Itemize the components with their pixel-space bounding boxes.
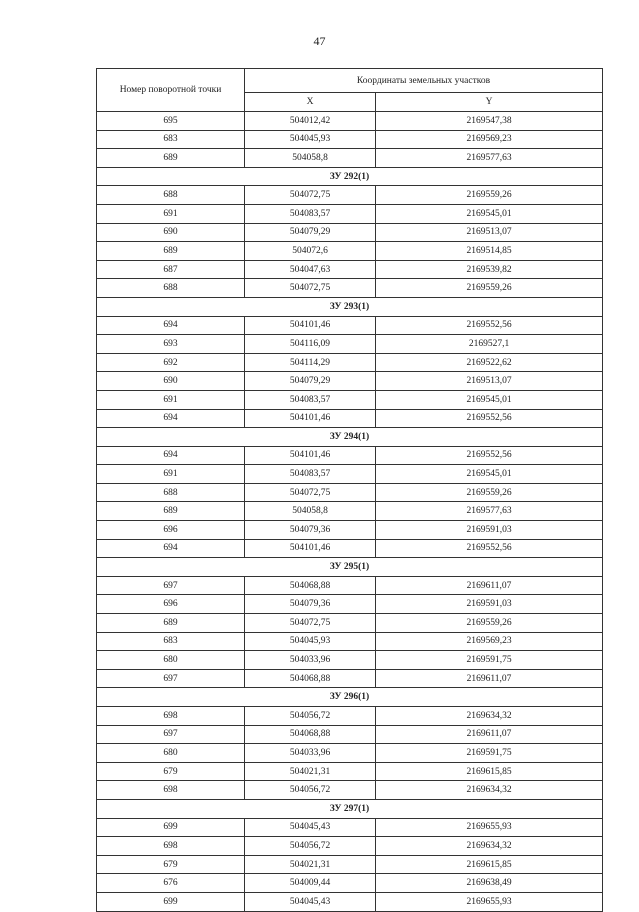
x-coordinate-cell: 504068,88 — [245, 669, 376, 688]
y-coordinate-cell: 2169559,26 — [376, 614, 603, 633]
x-coordinate-cell: 504101,46 — [245, 539, 376, 558]
table-row — [97, 576, 603, 595]
point-number-cell: 687 — [97, 260, 245, 279]
x-coordinate-cell: 504056,72 — [245, 707, 376, 726]
x-coordinate-cell: 504079,29 — [245, 223, 376, 242]
point-number-cell: 698 — [97, 781, 245, 800]
y-coordinate-cell: 2169615,85 — [376, 855, 603, 874]
table-row — [97, 725, 603, 744]
x-coordinate-cell: 504079,36 — [245, 595, 376, 614]
y-coordinate-cell: 2169611,07 — [376, 669, 603, 688]
table-row — [97, 242, 603, 261]
x-coordinate-cell: 504101,46 — [245, 446, 376, 465]
group-heading-row — [97, 688, 603, 707]
table-body — [97, 112, 603, 912]
x-coordinate-cell: 504045,43 — [245, 892, 376, 911]
table-row — [97, 112, 603, 131]
table-row — [97, 632, 603, 651]
y-coordinate-cell: 2169655,93 — [376, 818, 603, 837]
x-coordinate-cell: 504058,8 — [245, 149, 376, 168]
table-row — [97, 335, 603, 354]
y-coordinate-cell: 2169615,85 — [376, 762, 603, 781]
point-number-cell: 698 — [97, 837, 245, 856]
y-coordinate-cell: 2169552,56 — [376, 446, 603, 465]
group-label: ЗУ 293(1) — [97, 297, 603, 316]
y-coordinate-cell: 2169545,01 — [376, 204, 603, 223]
x-coordinate-cell: 504072,6 — [245, 242, 376, 261]
y-coordinate-cell: 2169591,75 — [376, 744, 603, 763]
y-coordinate-cell: 2169547,38 — [376, 112, 603, 131]
point-number-cell: 697 — [97, 576, 245, 595]
group-label: ЗУ 295(1) — [97, 558, 603, 577]
point-number-cell: 689 — [97, 149, 245, 168]
x-coordinate-cell: 504072,75 — [245, 614, 376, 633]
point-number-cell: 689 — [97, 502, 245, 521]
point-number-cell: 697 — [97, 725, 245, 744]
y-coordinate-cell: 2169611,07 — [376, 725, 603, 744]
table-row — [97, 465, 603, 484]
x-coordinate-cell: 504045,93 — [245, 632, 376, 651]
table-row — [97, 483, 603, 502]
y-coordinate-cell: 2169591,03 — [376, 521, 603, 540]
coordinates-table — [96, 68, 603, 912]
table-row — [97, 521, 603, 540]
point-number-cell: 689 — [97, 614, 245, 633]
table-row — [97, 502, 603, 521]
table-row — [97, 353, 603, 372]
header-point-number: Номер поворотной точки — [97, 69, 245, 112]
table-row — [97, 837, 603, 856]
x-coordinate-cell: 504068,88 — [245, 725, 376, 744]
point-number-cell: 688 — [97, 186, 245, 205]
x-coordinate-cell: 504047,63 — [245, 260, 376, 279]
point-number-cell: 696 — [97, 595, 245, 614]
table-row — [97, 651, 603, 670]
point-number-cell: 690 — [97, 372, 245, 391]
table-row — [97, 204, 603, 223]
point-number-cell: 691 — [97, 204, 245, 223]
point-number-cell: 699 — [97, 818, 245, 837]
table-row — [97, 892, 603, 911]
point-number-cell: 691 — [97, 465, 245, 484]
y-coordinate-cell: 2169634,32 — [376, 837, 603, 856]
y-coordinate-cell: 2169545,01 — [376, 465, 603, 484]
point-number-cell: 688 — [97, 279, 245, 298]
y-coordinate-cell: 2169569,23 — [376, 130, 603, 149]
x-coordinate-cell: 504068,88 — [245, 576, 376, 595]
table-header — [97, 69, 603, 112]
x-coordinate-cell: 504083,57 — [245, 390, 376, 409]
y-coordinate-cell: 2169545,01 — [376, 390, 603, 409]
table-row — [97, 744, 603, 763]
point-number-cell: 689 — [97, 242, 245, 261]
point-number-cell: 690 — [97, 223, 245, 242]
y-coordinate-cell: 2169655,93 — [376, 892, 603, 911]
x-coordinate-cell: 504033,96 — [245, 651, 376, 670]
page-number: 47 — [313, 34, 326, 48]
header-x: X — [245, 93, 376, 112]
y-coordinate-cell: 2169591,03 — [376, 595, 603, 614]
point-number-cell: 694 — [97, 446, 245, 465]
table-row — [97, 279, 603, 298]
y-coordinate-cell: 2169611,07 — [376, 576, 603, 595]
table-row — [97, 614, 603, 633]
point-number-cell: 679 — [97, 855, 245, 874]
point-number-cell: 691 — [97, 390, 245, 409]
point-number-cell: 683 — [97, 130, 245, 149]
table-row — [97, 372, 603, 391]
table-row — [97, 390, 603, 409]
header-coordinates: Координаты земельных участков — [245, 69, 603, 93]
table-row — [97, 707, 603, 726]
x-coordinate-cell: 504045,93 — [245, 130, 376, 149]
x-coordinate-cell: 504101,46 — [245, 316, 376, 335]
table-row — [97, 855, 603, 874]
point-number-cell: 693 — [97, 335, 245, 354]
table-row — [97, 818, 603, 837]
y-coordinate-cell: 2169577,63 — [376, 149, 603, 168]
table-row — [97, 260, 603, 279]
x-coordinate-cell: 504072,75 — [245, 483, 376, 502]
x-coordinate-cell: 504114,29 — [245, 353, 376, 372]
table-row — [97, 316, 603, 335]
y-coordinate-cell: 2169569,23 — [376, 632, 603, 651]
x-coordinate-cell: 504101,46 — [245, 409, 376, 428]
point-number-cell: 676 — [97, 874, 245, 893]
group-heading-row — [97, 428, 603, 447]
group-heading-row — [97, 297, 603, 316]
group-label: ЗУ 294(1) — [97, 428, 603, 447]
point-number-cell: 683 — [97, 632, 245, 651]
point-number-cell: 696 — [97, 521, 245, 540]
group-label: ЗУ 296(1) — [97, 688, 603, 707]
table-row — [97, 874, 603, 893]
group-heading-row — [97, 799, 603, 818]
x-coordinate-cell: 504033,96 — [245, 744, 376, 763]
group-label: ЗУ 292(1) — [97, 167, 603, 186]
y-coordinate-cell: 2169591,75 — [376, 651, 603, 670]
table-row — [97, 762, 603, 781]
x-coordinate-cell: 504058,8 — [245, 502, 376, 521]
group-label: ЗУ 297(1) — [97, 799, 603, 818]
header-y: Y — [376, 93, 603, 112]
table-row — [97, 186, 603, 205]
y-coordinate-cell: 2169559,26 — [376, 279, 603, 298]
group-heading-row — [97, 558, 603, 577]
y-coordinate-cell: 2169552,56 — [376, 539, 603, 558]
x-coordinate-cell: 504021,31 — [245, 762, 376, 781]
point-number-cell: 697 — [97, 669, 245, 688]
x-coordinate-cell: 504072,75 — [245, 186, 376, 205]
y-coordinate-cell: 2169513,07 — [376, 372, 603, 391]
table-row — [97, 446, 603, 465]
point-number-cell: 688 — [97, 483, 245, 502]
x-coordinate-cell: 504056,72 — [245, 781, 376, 800]
y-coordinate-cell: 2169638,49 — [376, 874, 603, 893]
point-number-cell: 698 — [97, 707, 245, 726]
y-coordinate-cell: 2169539,82 — [376, 260, 603, 279]
y-coordinate-cell: 2169634,32 — [376, 707, 603, 726]
x-coordinate-cell: 504083,57 — [245, 204, 376, 223]
x-coordinate-cell: 504012,42 — [245, 112, 376, 131]
x-coordinate-cell: 504116,09 — [245, 335, 376, 354]
table-row — [97, 595, 603, 614]
x-coordinate-cell: 504045,43 — [245, 818, 376, 837]
group-heading-row — [97, 167, 603, 186]
table-row — [97, 409, 603, 428]
y-coordinate-cell: 2169552,56 — [376, 409, 603, 428]
x-coordinate-cell: 504083,57 — [245, 465, 376, 484]
y-coordinate-cell: 2169514,85 — [376, 242, 603, 261]
y-coordinate-cell: 2169527,1 — [376, 335, 603, 354]
y-coordinate-cell: 2169513,07 — [376, 223, 603, 242]
point-number-cell: 694 — [97, 316, 245, 335]
y-coordinate-cell: 2169559,26 — [376, 483, 603, 502]
y-coordinate-cell: 2169577,63 — [376, 502, 603, 521]
table-row — [97, 223, 603, 242]
table-row — [97, 149, 603, 168]
y-coordinate-cell: 2169559,26 — [376, 186, 603, 205]
x-coordinate-cell: 504072,75 — [245, 279, 376, 298]
y-coordinate-cell: 2169634,32 — [376, 781, 603, 800]
x-coordinate-cell: 504009,44 — [245, 874, 376, 893]
x-coordinate-cell: 504056,72 — [245, 837, 376, 856]
y-coordinate-cell: 2169522,62 — [376, 353, 603, 372]
point-number-cell: 695 — [97, 112, 245, 131]
table-row — [97, 130, 603, 149]
point-number-cell: 692 — [97, 353, 245, 372]
table-row — [97, 781, 603, 800]
x-coordinate-cell: 504079,29 — [245, 372, 376, 391]
point-number-cell: 679 — [97, 762, 245, 781]
point-number-cell: 699 — [97, 892, 245, 911]
y-coordinate-cell: 2169552,56 — [376, 316, 603, 335]
point-number-cell: 680 — [97, 651, 245, 670]
point-number-cell: 694 — [97, 409, 245, 428]
point-number-cell: 680 — [97, 744, 245, 763]
table-row — [97, 669, 603, 688]
point-number-cell: 694 — [97, 539, 245, 558]
x-coordinate-cell: 504079,36 — [245, 521, 376, 540]
x-coordinate-cell: 504021,31 — [245, 855, 376, 874]
table-row — [97, 539, 603, 558]
